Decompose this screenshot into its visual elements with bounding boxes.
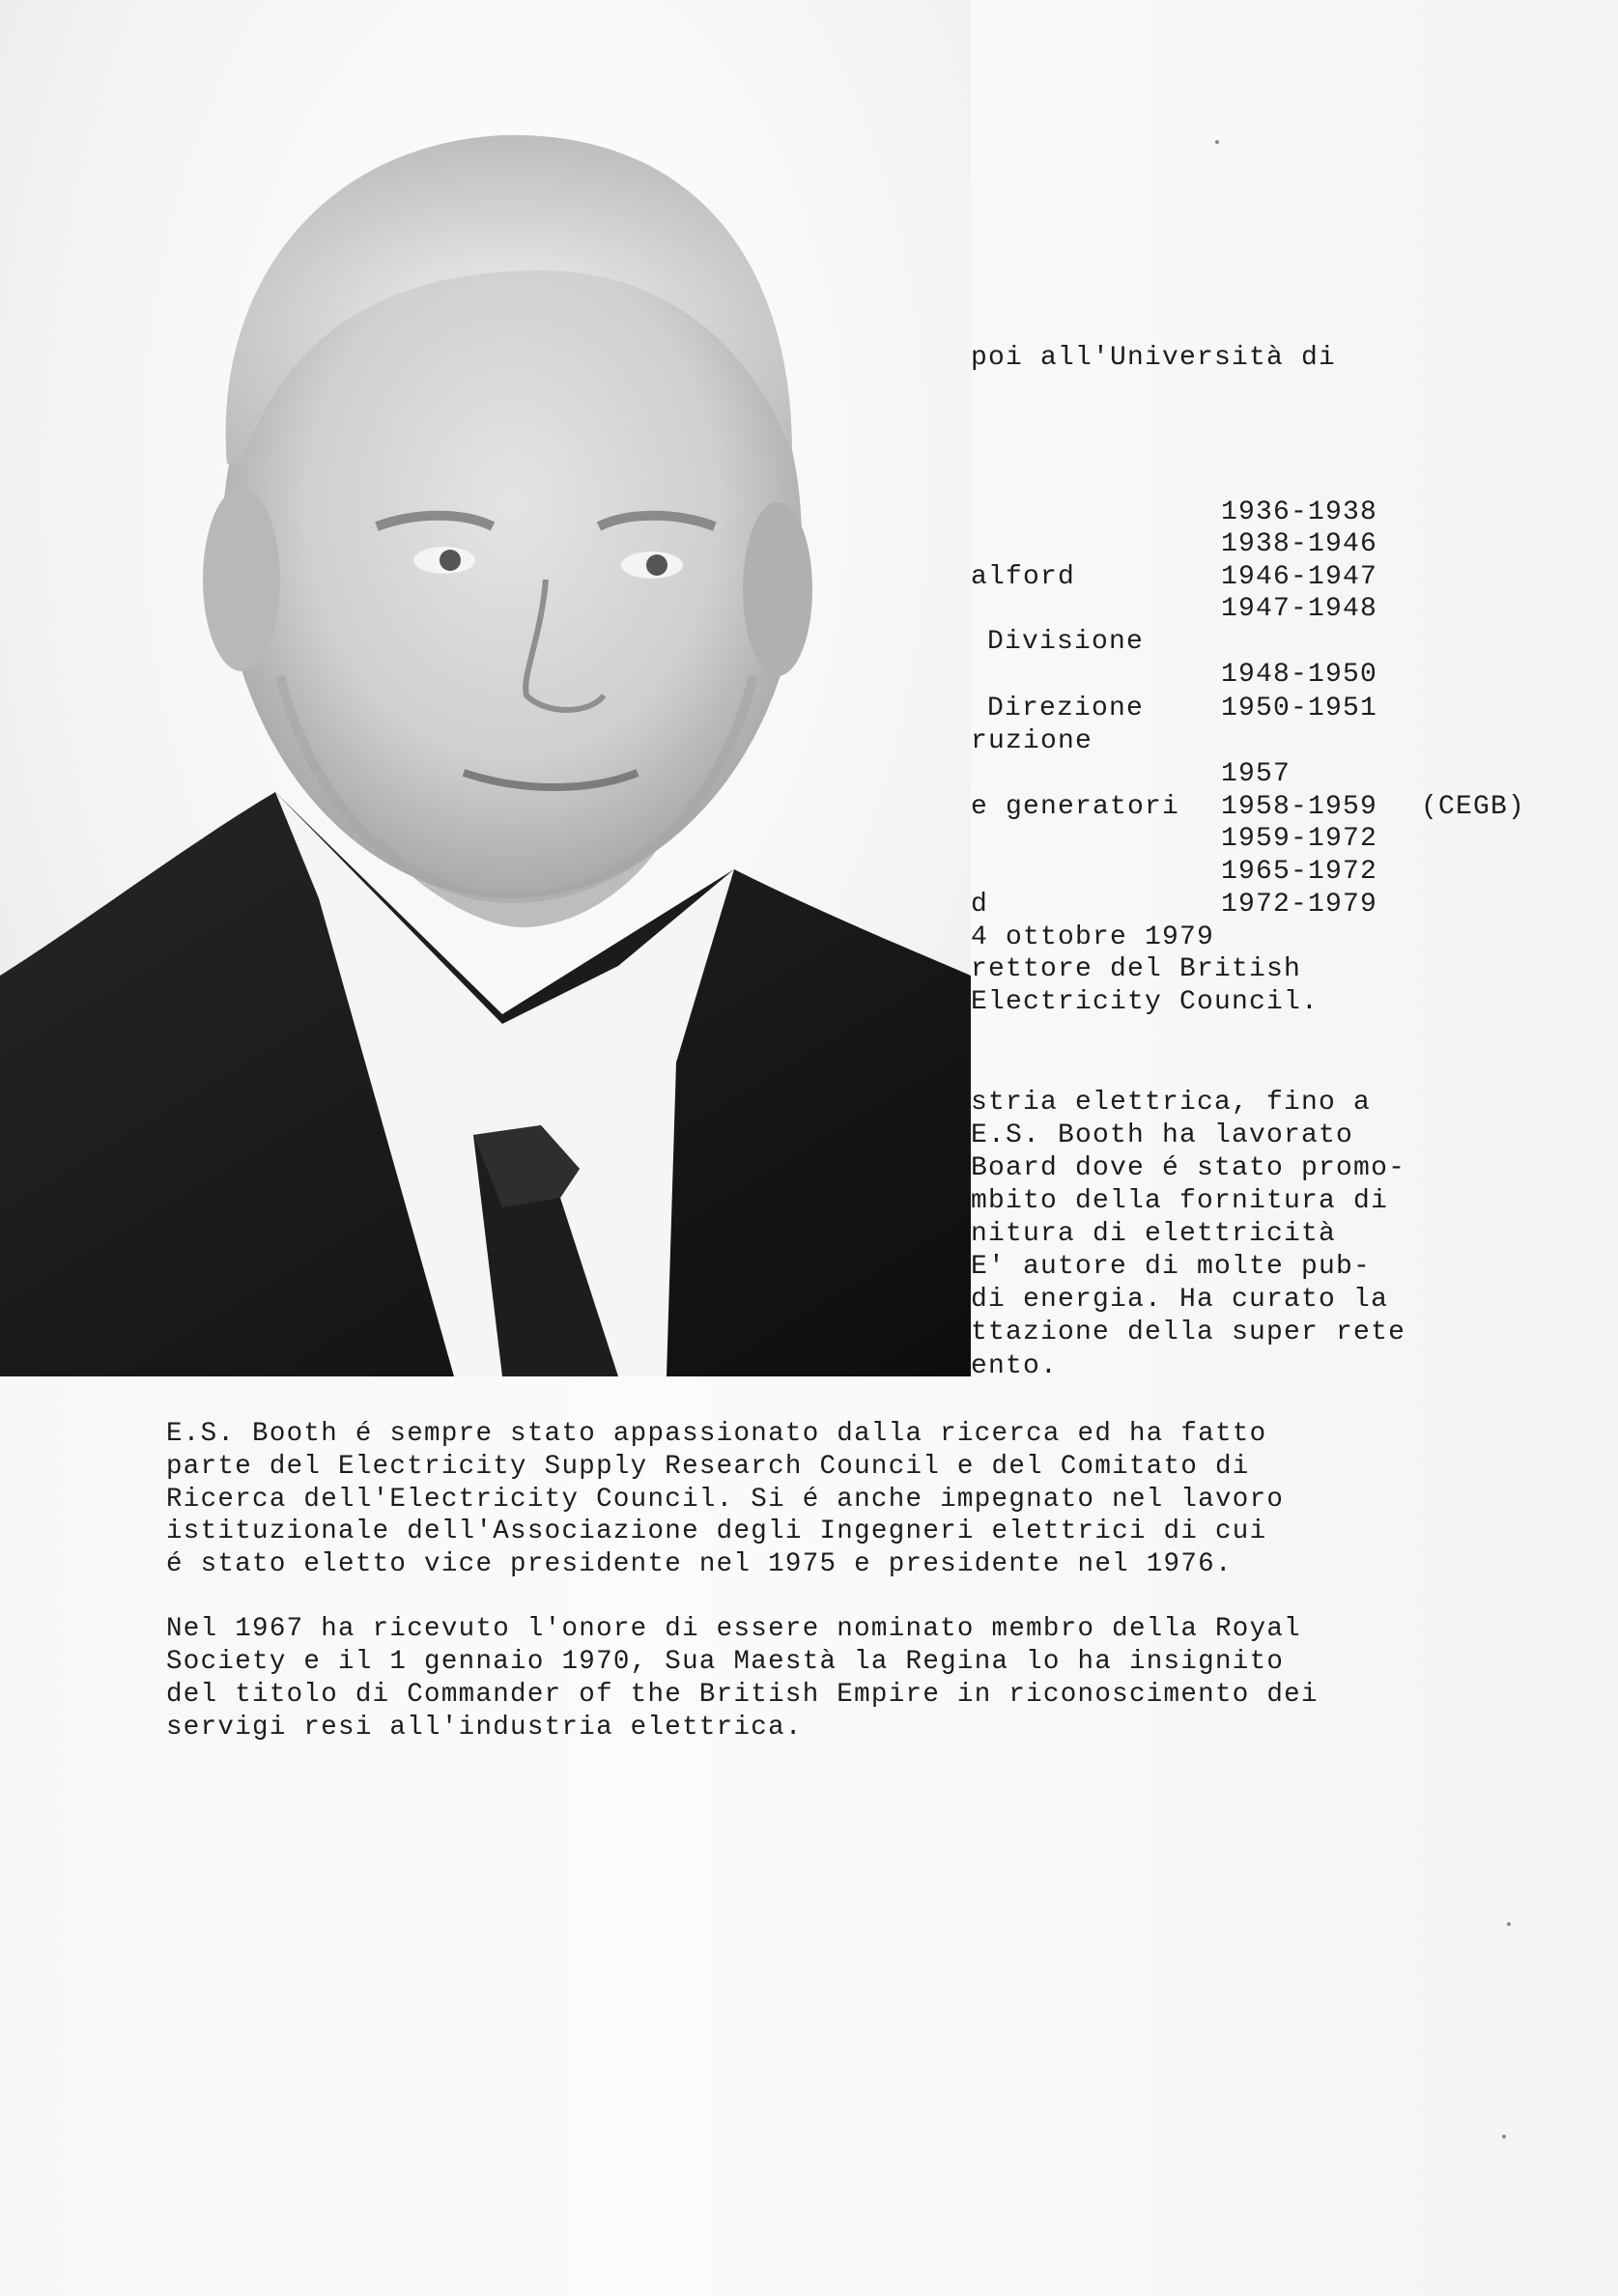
text-line-electricity-council: Electricity Council. xyxy=(971,987,1320,1017)
portrait-photo xyxy=(0,0,971,1376)
text-line-ruzione: ruzione xyxy=(971,726,1093,756)
year-1947-1948: 1947-1948 xyxy=(1221,594,1378,624)
year-1938-1946: 1938-1946 xyxy=(1221,529,1378,559)
year-1958-1959: 1958-1959 xyxy=(1221,792,1378,822)
paragraph-1-line-2: parte del Electricity Supply Research Council e del Comitato di xyxy=(166,1452,1250,1482)
paragraph-2-line-2: Society e il 1 gennaio 1970, Sua Maestà la Regina lo ha insignito xyxy=(166,1647,1285,1677)
paragraph-1-line-4: istituzionale dell'Associazione degli Ingegneri elettrici di cui xyxy=(166,1516,1267,1546)
year-1950-1951: 1950-1951 xyxy=(1221,694,1378,723)
text-line-rettore: rettore del British xyxy=(971,954,1302,984)
speck xyxy=(1507,1922,1511,1926)
text-line-industria: stria elettrica, fino a xyxy=(971,1088,1372,1118)
text-line-super-rete: ttazione della super rete xyxy=(971,1318,1406,1347)
text-cegb: (CEGB) xyxy=(1421,792,1526,822)
paragraph-1-line-3: Ricerca dell'Electricity Council. Si é anche impegnato nel lavoro xyxy=(166,1485,1285,1515)
year-1959-1972: 1959-1972 xyxy=(1221,824,1378,854)
year-1936-1938: 1936-1938 xyxy=(1221,497,1378,527)
paragraph-2-line-4: servigi resi all'industria elettrica. xyxy=(166,1713,803,1743)
year-1946-1947: 1946-1947 xyxy=(1221,562,1378,592)
text-line-ento: ento. xyxy=(971,1351,1059,1381)
text-line-booth-lavorato: E.S. Booth ha lavorato xyxy=(971,1120,1354,1150)
paragraph-2-line-3: del titolo di Commander of the British Empire in riconoscimento dei xyxy=(166,1680,1319,1710)
text-line-fornitura: nitura di elettricità xyxy=(971,1219,1337,1249)
paragraph-1-line-1: E.S. Booth é sempre stato appassionato dalla ricerca ed ha fatto xyxy=(166,1419,1267,1449)
text-line-d: d xyxy=(971,890,989,920)
text-line-direzione: Direzione xyxy=(987,694,1145,723)
year-1948-1950: 1948-1950 xyxy=(1221,660,1378,690)
text-line-autore: E' autore di molte pub- xyxy=(971,1252,1372,1282)
text-line-salford: alford xyxy=(971,562,1076,592)
paragraph-2-line-1: Nel 1967 ha ricevuto l'onore di essere nominato membro della Royal xyxy=(166,1614,1301,1644)
text-line-energia: di energia. Ha curato la xyxy=(971,1285,1389,1315)
text-line-ambito: mbito della fornitura di xyxy=(971,1186,1389,1216)
year-1957: 1957 xyxy=(1221,759,1292,789)
speck xyxy=(1215,140,1219,144)
text-line-ottobre: 4 ottobre 1979 xyxy=(971,922,1215,952)
portrait-illustration xyxy=(0,0,971,1376)
year-1965-1972: 1965-1972 xyxy=(1221,857,1378,887)
text-line-divisione: Divisione xyxy=(987,627,1145,657)
speck xyxy=(1502,2135,1506,2139)
year-1972-1979: 1972-1979 xyxy=(1221,890,1378,920)
text-line-board: Board dove é stato promo- xyxy=(971,1153,1406,1183)
text-line-universita: poi all'Università di xyxy=(971,343,1337,373)
paragraph-1-line-5: é stato eletto vice presidente nel 1975 e presidente nel 1976. xyxy=(166,1549,1233,1579)
text-line-generatori: e generatori xyxy=(971,792,1180,822)
